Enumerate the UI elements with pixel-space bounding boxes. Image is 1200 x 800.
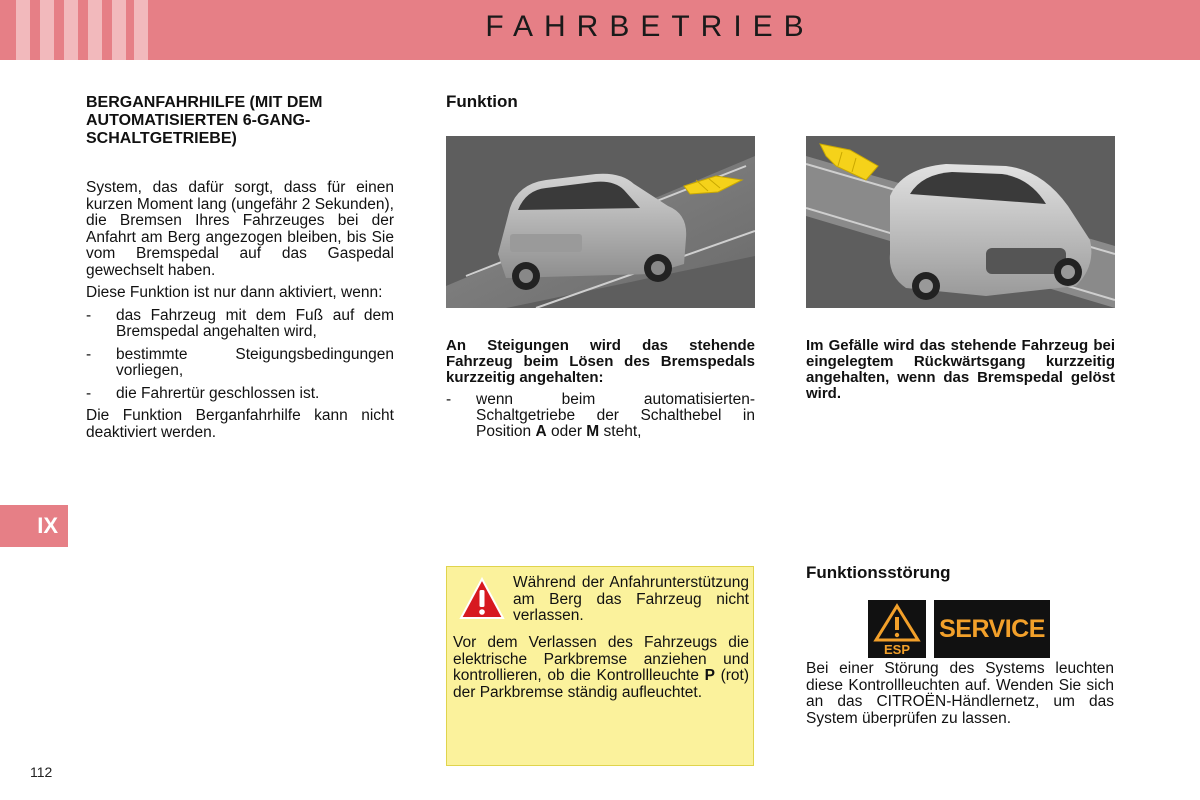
warning-text-secondary: Vor dem Verlassen des Fahrzeugs die elektrische Parkbremse anziehen und kontrollieren, ob die Kontrollleuchte P (rot) der Parkbremse ständig aufleuchtet. — [453, 634, 750, 701]
esp-warning-icon — [868, 600, 926, 658]
list-item: - bestimmte Steigungsbedingungen vorliegen, — [86, 345, 394, 379]
downhill-car-illustration — [806, 136, 1115, 308]
left-column-body — [86, 180, 394, 447]
section-heading: BERGANFAHRHILFE (MIT DEM AUTOMATISIERTEN 6-GANG-SCHALTGETRIEBE) — [86, 94, 323, 147]
list-item: - die Fahrertür geschlossen ist. — [86, 384, 320, 402]
exclamation-triangle-icon — [459, 577, 505, 621]
downhill-car-drawing — [806, 136, 1115, 308]
list-item: - wenn beim automatisierten-Schaltgetriebe der Schalthebel in Position A oder M steht, — [446, 391, 755, 440]
condition-lead: Diese Funktion ist nur dann aktiviert, wenn: — [86, 284, 383, 301]
uphill-caption: An Steigungen wird das stehende Fahrzeug beim Lösen des Bremspedals kurzzeitig angehalten: — [446, 337, 755, 386]
uphill-bullet-list — [446, 392, 755, 446]
closing-paragraph: Die Funktion Berganfahrhilfe kann nicht deaktiviert werden. — [86, 407, 394, 441]
list-item: - das Fahrzeug mit dem Fuß auf dem Bremspedal angehalten wird, — [86, 306, 394, 340]
esp-label: ESP — [883, 642, 911, 657]
intro-paragraph: System, das dafür sorgt, dass für einen kurzen Moment lang (ungefähr 2 Sekunden), die Bremsen Ihres Fahrzeuges bei der Anfahrt am Berg angezogen bleiben, bis Sie vom Bremspedal auf das Gaspedal gewechselt haben. — [86, 179, 394, 279]
uphill-car-illustration — [446, 136, 755, 308]
downhill-caption: Im Gefälle wird das stehende Fahrzeug bei eingelegtem Rückwärtsgang kurzzeitig angehalten, wenn das Bremspedal gelöst wird. — [806, 337, 1115, 402]
header-stripes — [16, 0, 148, 60]
chapter-tab: IX — [0, 505, 68, 547]
function-heading: Funktion — [446, 92, 518, 111]
warning-box — [446, 566, 754, 766]
header-band — [0, 0, 1200, 60]
page-title: FAHRBETRIEB — [485, 10, 815, 43]
malfunction-heading: Funktionsstörung — [806, 563, 951, 582]
uphill-car-drawing — [446, 136, 755, 308]
malfunction-text: Bei einer Störung des Systems leuchten diese Kontrollleuchten auf. Wenden Sie sich an das CITROËN-Händlernetz, um das System überprüfen zu lassen. — [806, 660, 1114, 727]
service-warning-icon: SERVICE — [934, 600, 1050, 658]
warning-text-primary: Während der Anfahrunterstützung am Berg das Fahrzeug nicht verlassen. — [513, 574, 749, 624]
page-number: 112 — [30, 764, 53, 780]
esp-symbol-icon — [868, 600, 926, 658]
